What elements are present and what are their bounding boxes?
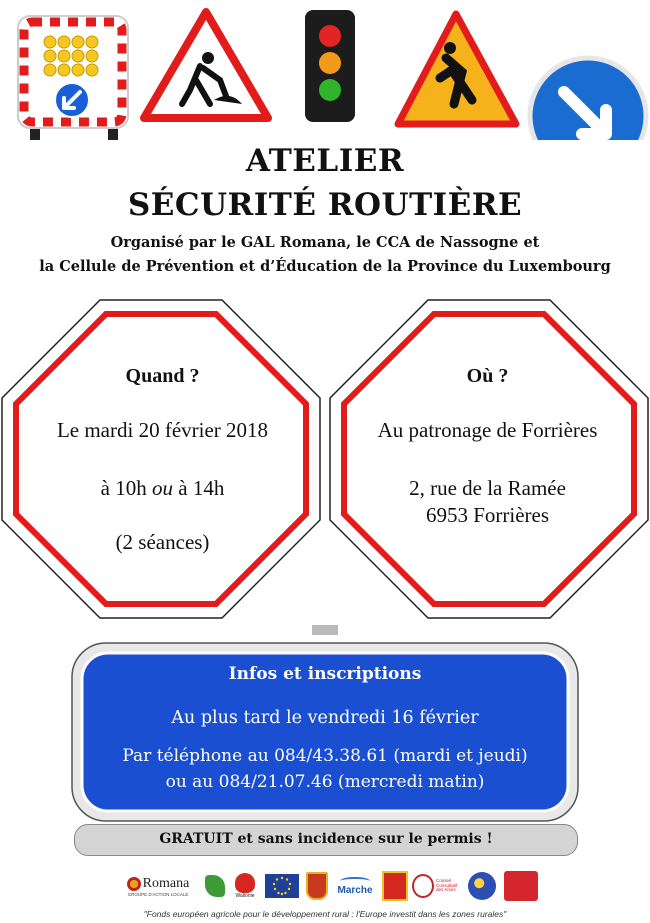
cohesion-plan-icon bbox=[504, 871, 538, 901]
octagon-where-shape bbox=[330, 300, 648, 618]
leader-logo bbox=[203, 868, 227, 904]
octagon-signs bbox=[0, 298, 650, 628]
when-heading: Quand ? bbox=[125, 365, 200, 387]
footer-text: "Fonds européen agricole pour le développement rural : l'Europe investit dans les zones rurales" bbox=[143, 909, 507, 919]
prevention-globe-icon bbox=[468, 872, 496, 900]
traffic-light-icon bbox=[305, 10, 355, 122]
cca-logo-text: Conseil Consultatif des Aînés bbox=[436, 877, 458, 893]
cohesion-plan-logo bbox=[502, 868, 540, 904]
page-title-line2: SÉCURITÉ ROUTIÈRE bbox=[127, 187, 523, 223]
info-phone1: Par téléphone au 084/43.38.61 (mardi et jeudi) bbox=[122, 746, 528, 766]
when-time-suffix: à 14h bbox=[173, 476, 225, 500]
marche-swoosh-icon bbox=[340, 877, 370, 885]
romana-logo bbox=[118, 868, 198, 904]
wallonie-logo bbox=[229, 868, 261, 904]
page-title-line1: ATELIER bbox=[245, 143, 405, 179]
when-time-prefix: à 10h bbox=[100, 476, 152, 500]
when-times bbox=[0, 476, 325, 501]
where-venue: Au patronage de Forrières bbox=[377, 418, 598, 442]
crest-icon bbox=[306, 872, 328, 900]
wallonie-logo-text: Wallonie bbox=[235, 893, 255, 899]
info-heading: Infos et inscriptions bbox=[228, 664, 422, 684]
info-sign-shape bbox=[0, 625, 650, 825]
men-at-work-sign-icon bbox=[144, 12, 268, 118]
leader-leaf-icon bbox=[205, 875, 225, 897]
marche-logo bbox=[333, 868, 377, 904]
when-time-or: ou bbox=[152, 476, 173, 500]
free-banner-text: GRATUIT et sans incidence sur le permis ! bbox=[159, 831, 493, 847]
when-date: Le mardi 20 février 2018 bbox=[56, 418, 269, 442]
romana-logo-subtext: GROUPE D'ACTION LOCALE bbox=[127, 891, 189, 897]
romana-swirl-icon bbox=[127, 877, 141, 891]
where-city: 6953 Forrières bbox=[425, 503, 550, 527]
keep-right-sign-icon bbox=[530, 58, 646, 140]
road-signs-illustration bbox=[0, 0, 650, 140]
where-street: 2, rue de la Ramée bbox=[409, 476, 566, 500]
eu-flag-icon bbox=[265, 874, 299, 898]
info-phone2: ou au 084/21.07.46 (mercredi matin) bbox=[165, 772, 485, 792]
marche-logo-text: Marche bbox=[337, 884, 373, 896]
romana-logo-text: Romana bbox=[142, 875, 190, 891]
where-heading: Où ? bbox=[466, 365, 509, 387]
info-deadline: Au plus tard le vendredi 16 février bbox=[171, 708, 479, 728]
when-sessions: (2 séances) bbox=[115, 530, 210, 554]
wallonie-rooster-icon bbox=[235, 873, 255, 893]
prevention-logo bbox=[465, 868, 499, 904]
organizer-line1: Organisé par le GAL Romana, le CCA de Nassogne et bbox=[110, 234, 540, 251]
cca-figures-icon bbox=[412, 874, 434, 898]
province-crest-logo bbox=[305, 868, 329, 904]
roadwork-barrier-icon bbox=[18, 16, 128, 140]
nassogne-crest-logo bbox=[381, 868, 409, 904]
nassogne-crest-icon bbox=[382, 871, 408, 901]
cca-logo bbox=[412, 868, 462, 904]
octagon-when-shape bbox=[2, 300, 320, 618]
eu-flag-logo bbox=[264, 868, 300, 904]
organizer-line2: la Cellule de Prévention et d’Éducation de la Province du Luxembourg bbox=[39, 258, 611, 275]
pedestrian-warning-sign-icon bbox=[398, 14, 516, 124]
